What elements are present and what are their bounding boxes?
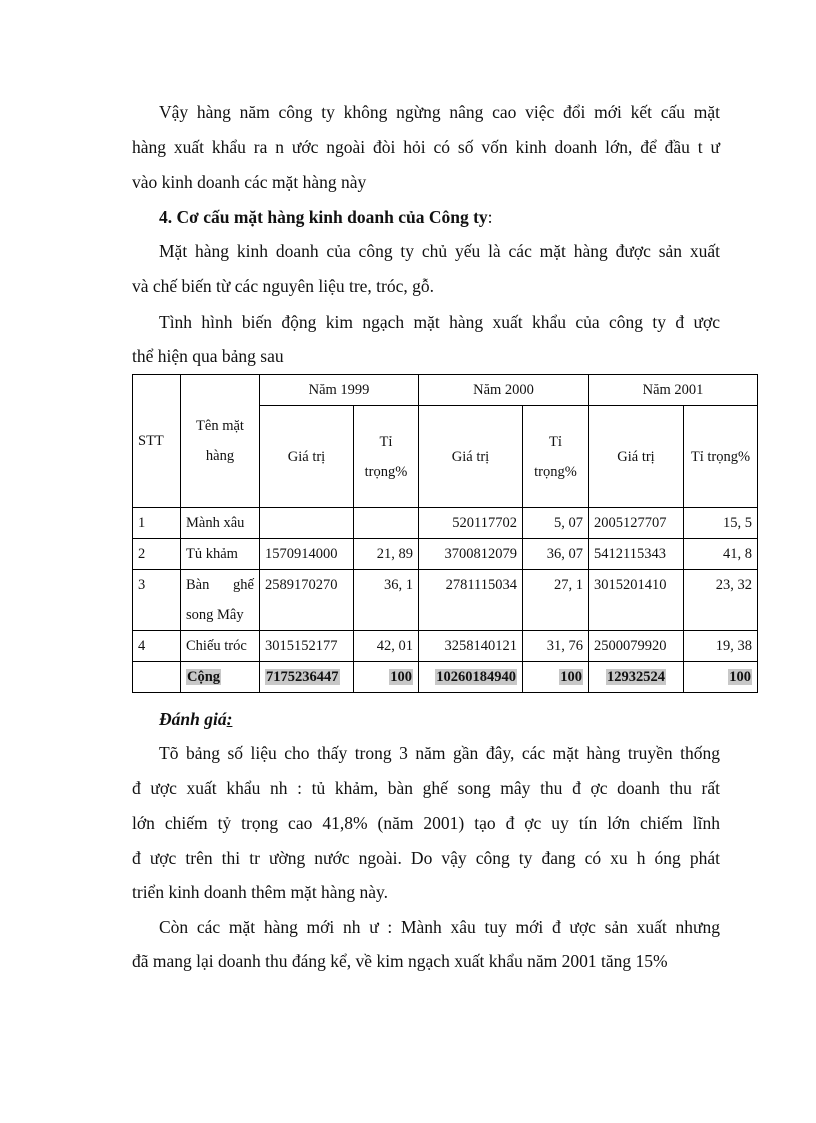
table-row [133,570,758,631]
total-share-1999: 100 [390,669,412,685]
cell-value [589,662,684,693]
cell-value: 520117702 [419,508,523,539]
cell-share [354,662,419,693]
paragraph-line: Tõ bảng số liệu cho thấy trong 3 năm gần đây, các mặt hàng truyền thống [159,743,720,763]
cell-name [181,662,260,693]
cell-share: 5, 07 [523,508,589,539]
cell-share: 36, 07 [523,539,589,570]
subheader-share: Tỉ trọng% [523,406,589,508]
paragraph-line: thể hiện qua bảng sau [132,346,284,366]
paragraph-line: và chế biến từ các nguyên liệu tre, tróc, gỗ. [132,276,435,296]
cell-value: 2781115034 [419,570,523,631]
table-row [133,539,758,570]
cell-name: Chiếu tróc [181,631,260,662]
cell-stt: 3 [133,570,181,631]
cell-share [684,662,758,693]
paragraph-line: đ ược xuất khẩu nh : tủ khảm, bàn ghế song mây thu đ ợc doanh thu rất [132,778,720,798]
cell-share [354,508,419,539]
cell-value [260,662,354,693]
subheader-value: Giá trị [260,406,354,508]
table-row [133,631,758,662]
header-stt: STT [133,375,181,508]
paragraph-line: Vậy hàng năm công ty không ngừng nâng cao việc đổi mới kết cấu mặt [159,102,720,122]
heading-colon: : [487,207,493,227]
paragraph-line: đã mang lại doanh thu đáng kể, về kim ngạch xuất khẩu năm 2001 tăng 15% [132,951,668,971]
cell-share: 31, 76 [523,631,589,662]
cell-value: 5412115343 [589,539,684,570]
header-year-1999: Năm 1999 [260,375,419,406]
total-label: Cộng [187,669,221,685]
cell-share [523,662,589,693]
cell-value: 3258140121 [419,631,523,662]
cell-value: 3700812079 [419,539,523,570]
paragraph-line: lớn chiếm tỷ trọng cao 41,8% (năm 2001) tạo đ ợc uy tín lớn chiếm lĩnh [132,813,720,833]
header-year-2000: Năm 2000 [419,375,589,406]
total-value-2000: 10260184940 [436,669,516,685]
cell-value: 3015201410 [589,570,684,631]
header-year-2001: Năm 2001 [589,375,758,406]
table-row [133,508,758,539]
cell-share: 23, 32 [684,570,758,631]
cell-share: 36, 1 [354,570,419,631]
cell-value: 2500079920 [589,631,684,662]
total-value-1999: 7175236447 [266,669,339,685]
paragraph-line: đ ược trên thi tr ường nước ngoài. Do vậy công ty đang có xu h óng phát [132,848,720,868]
cell-value: 2005127707 [589,508,684,539]
cell-stt: 1 [133,508,181,539]
table-total-row [133,662,758,693]
paragraph-line: triển kinh doanh thêm mặt hàng này. [132,882,388,902]
cell-stt [133,662,181,693]
cell-value: 3015152177 [260,631,354,662]
cell-share: 15, 5 [684,508,758,539]
cell-name: Bàn ghế song Mây [181,570,260,631]
evaluation-colon: : [226,709,233,729]
cell-value: 1570914000 [260,539,354,570]
subheader-value: Giá trị [589,406,684,508]
table-header-row [133,375,758,406]
paragraph-line: vào kinh doanh các mặt hàng này [132,172,367,192]
cell-stt: 2 [133,539,181,570]
cell-value [260,508,354,539]
cell-value: 2589170270 [260,570,354,631]
cell-name: Tủ khảm [181,539,260,570]
cell-share: 21, 89 [354,539,419,570]
cell-name: Mành xâu [181,508,260,539]
evaluation-heading-text: Đánh giá [159,709,227,729]
cell-stt: 4 [133,631,181,662]
total-share-2000: 100 [560,669,582,685]
subheader-share: Tỉ trọng% [684,406,758,508]
section-heading [132,206,720,228]
subheader-value: Giá trị [419,406,523,508]
paragraph-line: Tình hình biến động kim ngạch mặt hàng xuất khẩu của công ty đ ược [159,312,720,332]
section-heading-text: 4. Cơ cấu mặt hàng kinh doanh của Công ty [159,207,488,227]
evaluation-heading [132,708,720,730]
total-share-2001: 100 [729,669,751,685]
export-turnover-table [132,374,758,693]
cell-share: 27, 1 [523,570,589,631]
paragraph-line: hàng xuất khẩu ra n ước ngoài đòi hỏi có số vốn kinh doanh lớn, để đầu t ư [132,137,720,157]
total-value-2001: 12932524 [607,669,665,685]
header-name: Tên mặt hàng [181,375,260,508]
paragraph-line: Mặt hàng kinh doanh của công ty chủ yếu là các mặt hàng được sản xuất [159,241,720,261]
cell-share: 19, 38 [684,631,758,662]
paragraph-line: Còn các mặt hàng mới nh ư : Mành xâu tuy mới đ ược sản xuất nhưng [159,917,720,937]
subheader-share: Tỉ trọng% [354,406,419,508]
cell-share: 41, 8 [684,539,758,570]
cell-value [419,662,523,693]
cell-share: 42, 01 [354,631,419,662]
